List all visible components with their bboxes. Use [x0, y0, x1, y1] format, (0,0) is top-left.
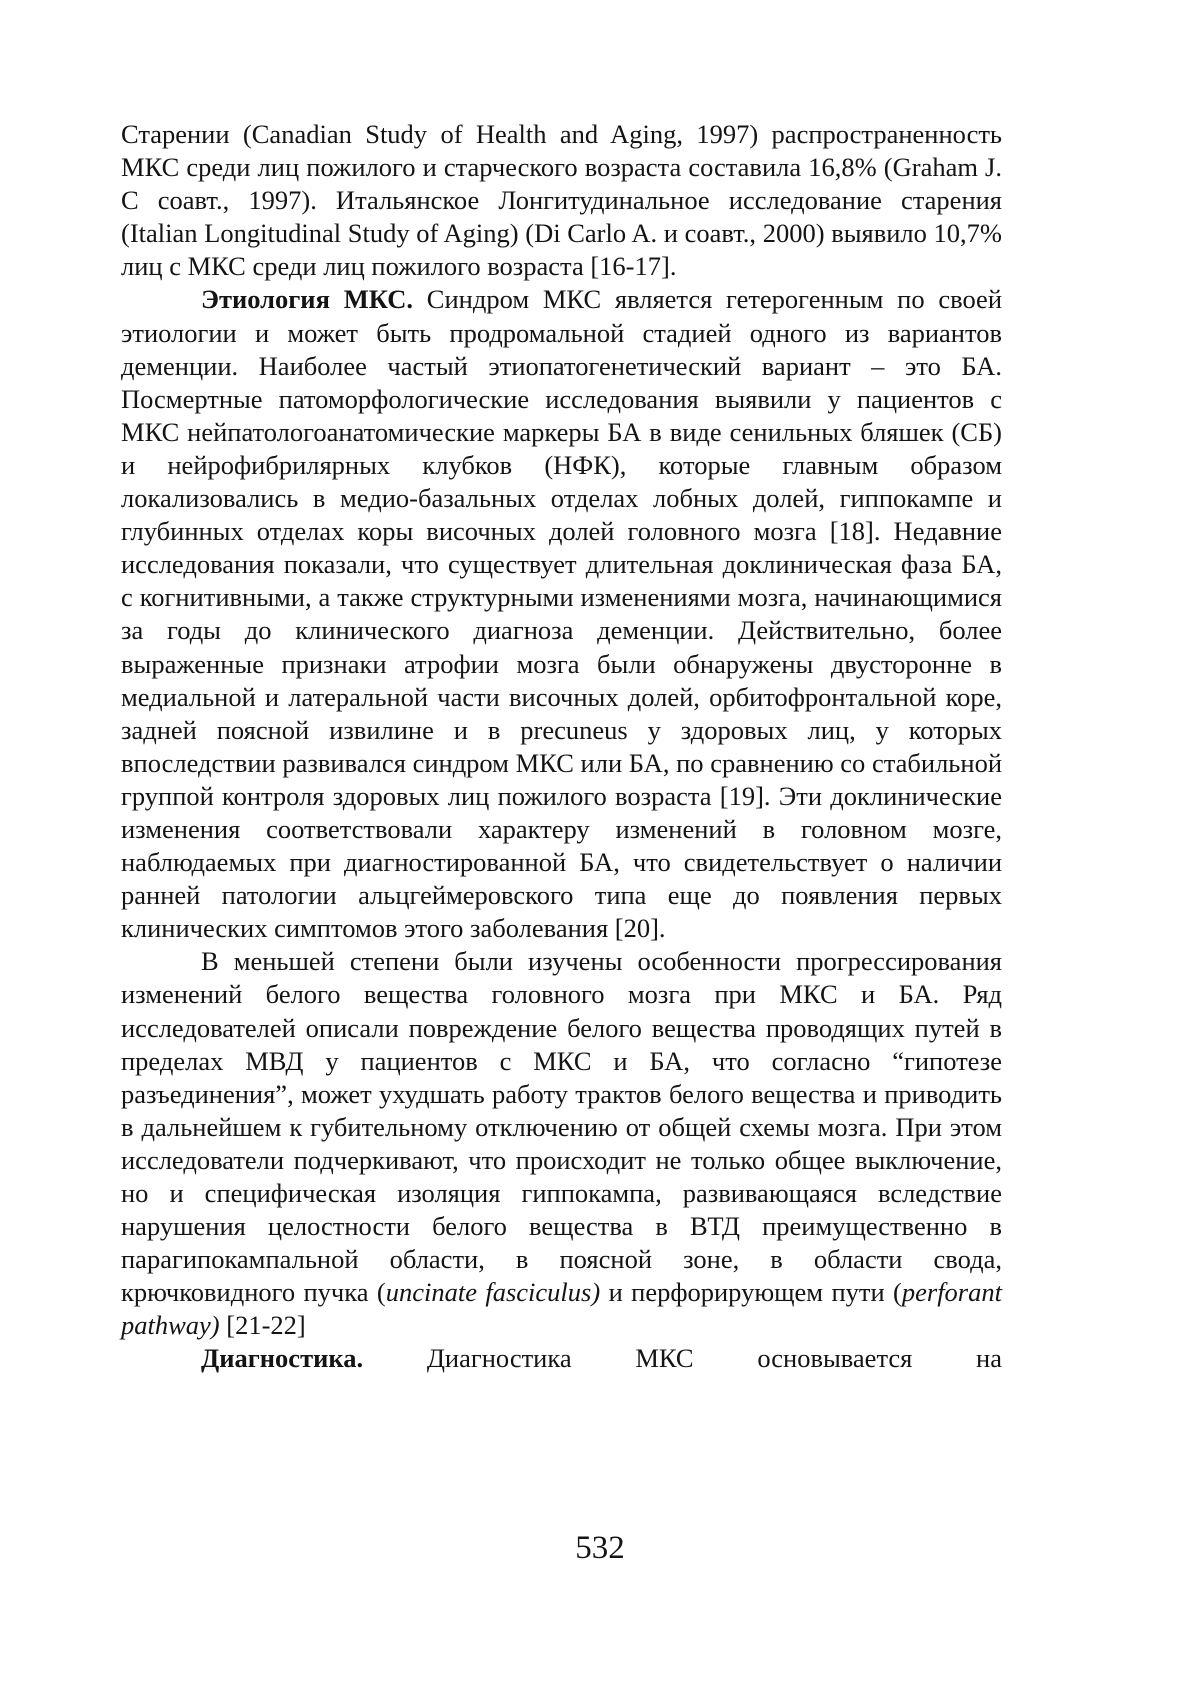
- document-body: [121, 118, 1002, 1376]
- section-heading-etiology: Этиология МКС.: [201, 284, 414, 315]
- paragraph-text: Синдром МКС является гетерогенным по своей этиологии и может быть продромальной стадией одного из вариантов деменции. Наиболее частый этиопатогенетический вариант – это БА. Посмертные патоморфологические исследования выявили у пациентов с МКС нейпатологоанатомические маркеры БА в виде сенильных бляшек (СБ) и нейрофибрилярных клубков (НФК), которые главным образом локализовались в медио-базальных отделах лобных долей, гиппокампе и глубинных отделах коры височных долей головного мозга [18]. Недавние исследования показали, что существует длительная доклиническая фаза БА, с когнитивными, а также структурными изменениями мозга, начинающимися за годы до клинического диагноза деменции. Действительно, более выраженные признаки атрофии мозга были обнаружены двусторонне в медиальной и латеральной части височных долей, орбитофронтальной коре, задней поясной извилине и в precuneus у здоровых лиц, у которых впоследствии развивался синдром МКС или БА, по сравнению со стабильной группой контроля здоровых лиц пожилого возраста [19]. Эти доклинические изменения соответствовали характеру изменений в головном мозге, наблюдаемых при диагностированной БА, что свидетельствует о наличии ранней патологии альцгеймеровского типа еще до появления первых клинических симптомов этого заболевания [20].: [121, 284, 1002, 944]
- paragraph-white-matter: [121, 945, 1002, 1342]
- paragraph-text: и перфорирующем пути (: [600, 1277, 902, 1308]
- paragraph-etiology: [121, 283, 1002, 945]
- latin-term-uncinate: uncinate fasciculus): [385, 1277, 601, 1308]
- paragraph-text: [21-22]: [219, 1310, 306, 1341]
- page-number: 532: [575, 1530, 625, 1566]
- paragraph-text: Диагностика МКС основывается на: [363, 1343, 1002, 1374]
- paragraph-text: В меньшей степени были изучены особенности прогрессирования изменений белого вещества головного мозга при МКС и БА. Ряд исследователей описали повреждение белого вещества проводящих путей в пределах МВД у пациентов с МКС и БА, что согласно “гипотезе разъединения”, может ухудшать работу трактов белого вещества и приводить в дальнейшем к губительному отключению от общей схемы мозга. При этом исследователи подчеркивают, что происходит не только общее выключение, но и специфическая изоляция гиппокампа, развивающаяся вследствие нарушения целостности белого вещества в ВТД преимущественно в парагипокампальной области, в поясной зоне, в области свода, крючковидного пучка (: [121, 946, 1002, 1308]
- paragraph-diagnostics: [121, 1342, 1002, 1375]
- paragraph-text: Старении (Canadian Study of Health and Aging, 1997) распространенность МКС среди лиц пожилого и старческого возраста составила 16,8% (Graham J. С соавт., 1997). Итальянское Лонгитудинальное исследование старения (Italian Longitudinal Study of Aging) (Di Carlo A. и соавт., 2000) выявило 10,7% лиц с МКС среди лиц пожилого возраста [16-17].: [121, 119, 1002, 282]
- latin-term-perforant: perforant pathway): [121, 1277, 1002, 1341]
- paragraph-prevalence: [121, 118, 1002, 283]
- section-heading-diagnostics: Диагностика.: [201, 1343, 364, 1374]
